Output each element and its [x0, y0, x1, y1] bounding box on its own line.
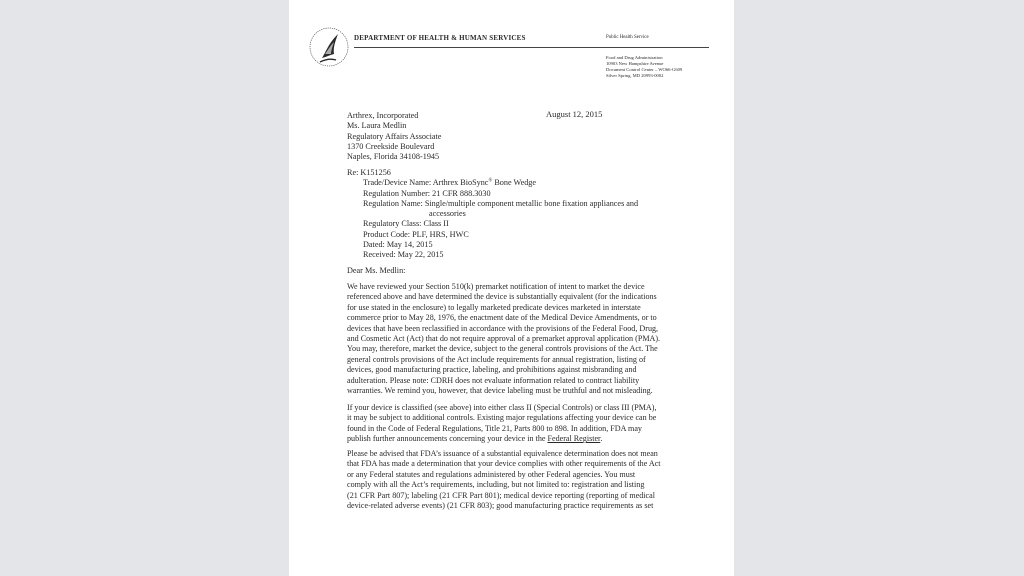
fda-address-line: Document Control Center – WO66-G609	[606, 67, 683, 72]
re-trade-name: Trade/Device Name: Arthrex BioSync® Bone Wedge	[363, 178, 537, 188]
public-health-service: Public Health Service	[606, 35, 649, 40]
paragraph-line: We have reviewed your Section 510(k) premarket notification of intent to market the device	[347, 282, 645, 291]
letter-date: August 12, 2015	[546, 109, 603, 119]
re-regulatory-class: Regulatory Class: Class II	[363, 219, 449, 229]
re-dated: Dated: May 14, 2015	[363, 240, 433, 250]
paragraph-line: Please be advised that FDA’s issuance of a substantial equivalence determination does not mean	[347, 449, 658, 458]
paragraph-line: If your device is classified (see above) into either class II (Special Controls) or class III (PMA),	[347, 403, 657, 412]
recipient-line: Naples, Florida 34108-1945	[347, 152, 440, 162]
recipient-line: Ms. Laura Medlin	[347, 121, 407, 131]
federal-register-link: Federal Register	[547, 434, 601, 444]
recipient-line: Arthrex, Incorporated	[347, 111, 419, 120]
paragraph-line: devices, good manufacturing practice, labeling, and prohibitions against misbranding and	[347, 365, 637, 375]
fda-address-line: Food and Drug Administration	[606, 55, 663, 60]
paragraph-line: (21 CFR Part 807); labeling (21 CFR Part 801); medical device reporting (reporting of medical	[347, 490, 655, 500]
fda-address	[606, 55, 682, 79]
re-number: Re: K151256	[347, 168, 391, 177]
paragraph-line: referenced above and have determined the device is substantially equivalent (for the indications	[347, 292, 657, 302]
paragraph-line: that FDA has made a determination that your device complies with other requirements of the Act	[347, 459, 661, 469]
recipient-address	[347, 111, 441, 162]
paragraph-3	[347, 449, 677, 511]
salutation: Dear Ms. Medlin:	[347, 266, 406, 275]
paragraph-2	[347, 403, 677, 445]
paragraph-line: found in the Code of Federal Regulations, Title 21, Parts 800 to 898. In addition, FDA may	[347, 423, 642, 433]
fda-address-line: 10903 New Hampshire Avenue	[606, 61, 664, 66]
hhs-seal-logo	[308, 24, 350, 70]
paragraph-line: You may, therefore, market the device, subject to the general controls provisions of the Act. The	[347, 344, 658, 354]
department-heading: DEPARTMENT OF HEALTH & HUMAN SERVICES	[354, 34, 526, 42]
recipient-line: Regulatory Affairs Associate	[347, 131, 442, 141]
paragraph-line: devices that have been reclassified in accordance with the provisions of the Federal Food, Drug,	[347, 323, 659, 333]
re-regulation-name: Regulation Name: Single/multiple component metallic bone fixation appliances and	[363, 198, 639, 208]
paragraph-line: warranties. We remind you, however, that device labeling must be truthful and not misleading.	[347, 386, 653, 396]
paragraph-line: general controls provisions of the Act include requirements for annual registration, listing of	[347, 354, 646, 364]
paragraph-line: adulteration. Please note: CDRH does not evaluate information related to contract liability	[347, 375, 640, 385]
paragraph-line: for use stated in the enclosure) to legally marketed predicate devices marketed in interstate	[347, 302, 641, 312]
paragraph-line: device-related adverse events) (21 CFR 803); good manufacturing practice requirements as set	[347, 501, 654, 511]
letter-page	[289, 0, 734, 576]
re-regulation-number: Regulation Number: 21 CFR 888.3030	[363, 188, 491, 198]
re-product-code: Product Code: PLF, HRS, HWC	[363, 229, 469, 239]
letterhead-rule	[354, 47, 709, 48]
paragraph-line: publish further announcements concerning your device in the Federal Register.	[347, 434, 603, 444]
re-regulation-name-cont: accessories	[429, 209, 466, 219]
paragraph-line: it may be subject to additional controls. Existing major regulations affecting your device can be	[347, 413, 657, 423]
reference-block	[347, 168, 638, 261]
recipient-line: 1370 Creekside Boulevard	[347, 141, 435, 151]
paragraph-1	[347, 282, 677, 396]
paragraph-line: commerce prior to May 28, 1976, the enactment date of the Medical Device Amendments, or to	[347, 313, 657, 323]
paragraph-line: and Cosmetic Act (Act) that do not require approval of a premarket approval application (PMA).	[347, 334, 661, 344]
fda-address-line: Silver Spring, MD 20993-0002	[606, 73, 664, 78]
paragraph-line: comply with all the Act’s requirements, including, but not limited to: registration and listing	[347, 480, 645, 490]
re-received: Received: May 22, 2015	[363, 250, 444, 260]
paragraph-line: or any Federal statutes and regulations administered by other Federal agencies. You must	[347, 469, 636, 479]
